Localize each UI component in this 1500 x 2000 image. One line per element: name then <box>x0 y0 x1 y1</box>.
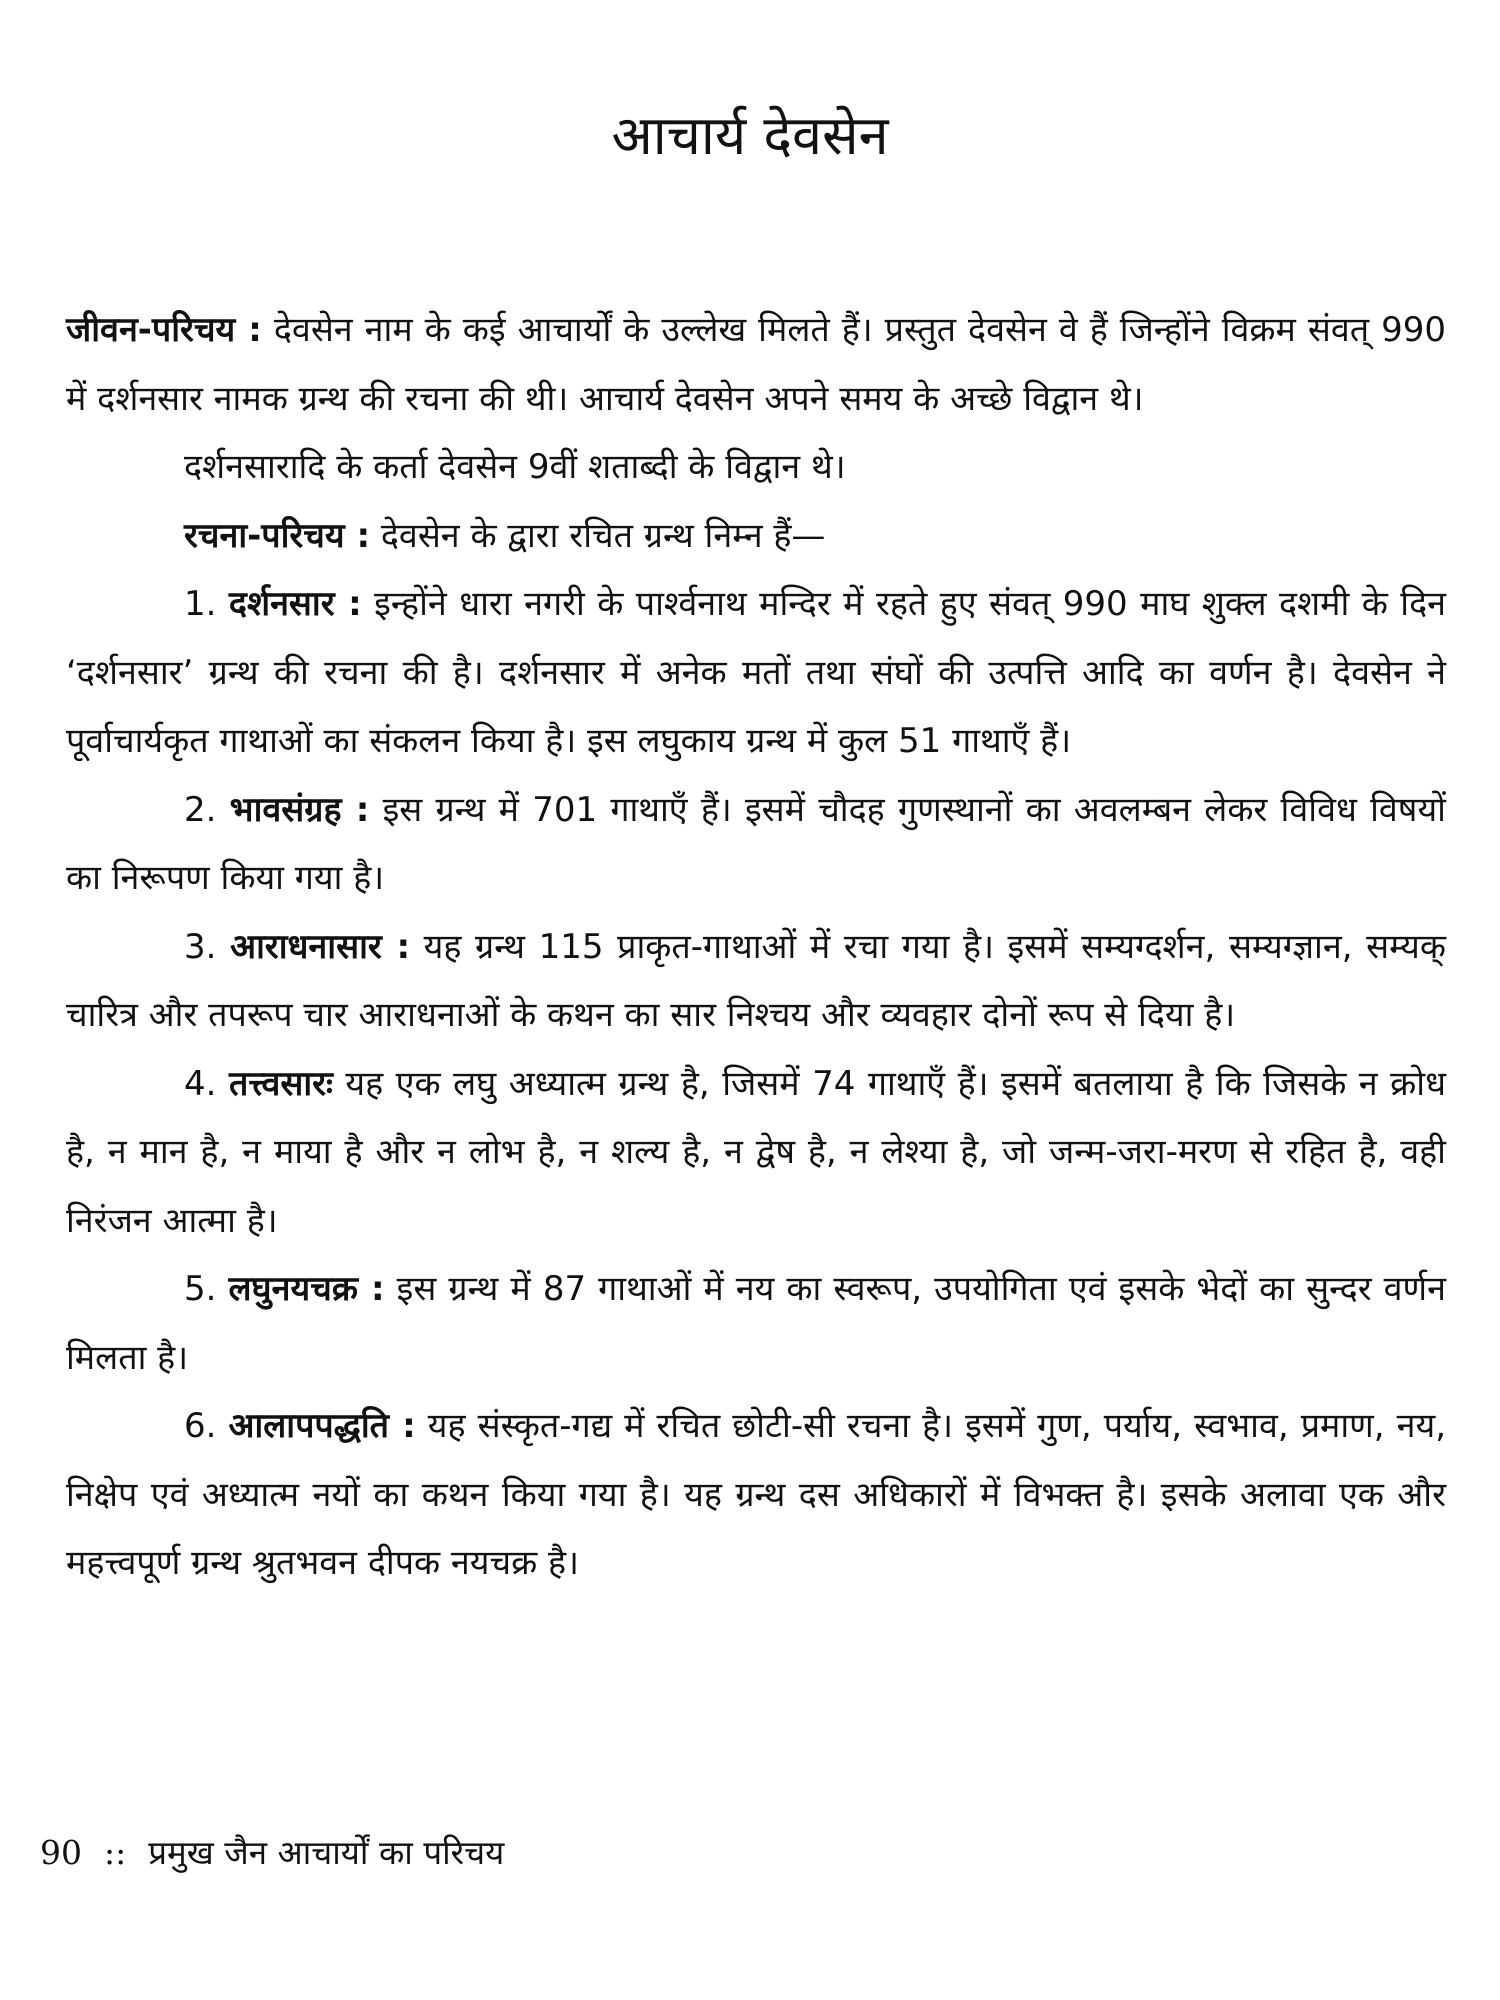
list-item-alappaddhati <box>66 1392 1446 1598</box>
list-item-text: यह एक लघु अध्यात्म ग्रन्थ है, जिसमें 74 गाथाएँ हैं। इसमें बतलाया है कि जिसके न क्रोध है, न मान है, न माया है और न लोभ है, न शल्य है, न द्वेष है, न लेश्या है, जो जन्म-जरा-मरण से रहित है, वही निरंजन आत्मा है। <box>66 1063 1446 1241</box>
list-item-text: यह संस्कृत-गद्य में रचित छोटी-सी रचना है। इसमें गुण, पर्याय, स्वभाव, प्रमाण, नय, निक्षेप एवं अध्यात्म नयों का कथन किया गया है। यह ग्रन्थ दस अधिकारों में विभक्त है। इसके अलावा एक और महत्त्वपूर्ण ग्रन्थ श्रुतभवन दीपक नयचक्र है। <box>66 1406 1446 1583</box>
list-item-heading: आलापपद्धति : <box>228 1406 416 1446</box>
page-footer <box>40 1828 504 1878</box>
list-item-aradhanasar <box>66 913 1446 1050</box>
paragraph-period <box>66 433 1446 502</box>
paragraph-heading: जीवन-परिचय : <box>66 310 262 350</box>
footer-separator: :: <box>104 1833 127 1872</box>
page-number: 90 <box>40 1833 82 1872</box>
list-item-laghunayachakra <box>66 1255 1446 1392</box>
list-item-tattvasar <box>66 1050 1446 1256</box>
paragraph-text: देवसेन नाम के कई आचार्यों के उल्लेख मिलते हैं। प्रस्तुत देवसेन वे हैं जिन्होंने विक्रम संवत् 990 में दर्शनसार नामक ग्रन्थ की रचना की थी। आचार्य देवसेन अपने समय के अच्छे विद्वान थे। <box>66 310 1446 419</box>
list-item-heading: दर्शनसार : <box>228 584 362 624</box>
paragraph-heading: रचना-परिचय : <box>184 515 371 556</box>
paragraph-text: दर्शनसारादि के कर्ता देवसेन 9वीं शताब्दी के विद्वान थे। <box>184 447 846 487</box>
list-item-text: इस ग्रन्थ में 701 गाथाएँ हैं। इसमें चौदह गुणस्थानों का अवलम्बन लेकर विविध विषयों का निरूपण किया गया है। <box>66 789 1446 898</box>
list-item-text: इन्होंने धारा नगरी के पार्श्वनाथ मन्दिर में रहते हुए संवत् 990 माघ शुक्ल दशमी के दिन ‘दर्शनसार’ ग्रन्थ की रचना की है। दर्शनसार में अनेक मतों तथा संघों की उत्पत्ति आदि का वर्णन है। देवसेन ने पूर्वाचार्यकृत गाथाओं का संकलन किया है। इस लघुकाय ग्रन्थ में कुल 51 गाथाएँ हैं। <box>66 584 1446 761</box>
paragraph-works-intro <box>66 502 1446 571</box>
list-item-bhavsangrah <box>66 776 1446 913</box>
paragraph-text: देवसेन के द्वारा रचित ग्रन्थ निम्न हैं— <box>370 515 826 556</box>
list-item-number: 4. <box>184 1063 229 1104</box>
list-item-text: इस ग्रन्थ में 87 गाथाओं में नय का स्वरूप, उपयोगिता एवं इसके भेदों का सुन्दर वर्णन मिलता है। <box>66 1269 1447 1378</box>
list-item-number: 2. <box>184 789 230 830</box>
chapter-title: आचार्य देवसेन <box>611 104 889 167</box>
list-item-number: 1. <box>184 584 229 624</box>
list-item-text: यह ग्रन्थ 115 प्राकृत-गाथाओं में रचा गया है। इसमें सम्यग्दर्शन, सम्यग्ज्ञान, सम्यक् चारित्र और तपरूप चार आराधनाओं के कथन का सार निश्चय और व्यवहार दोनों रूप से दिया है। <box>66 926 1447 1035</box>
book-title: प्रमुख जैन आचार्यों का परिचय <box>148 1833 505 1872</box>
list-item-darshansar <box>66 570 1446 776</box>
list-item-number: 5. <box>184 1269 229 1309</box>
list-item-heading: आराधनासार : <box>230 926 411 967</box>
paragraph-life-intro <box>66 296 1446 433</box>
list-item-heading: भावसंग्रह : <box>229 789 370 830</box>
list-item-heading: तत्त्वसारः <box>228 1063 333 1104</box>
chapter-body <box>66 296 1446 1598</box>
list-item-number: 3. <box>184 926 231 967</box>
list-item-heading: लघुनयचक्र : <box>228 1269 385 1309</box>
list-item-number: 6. <box>184 1406 229 1446</box>
